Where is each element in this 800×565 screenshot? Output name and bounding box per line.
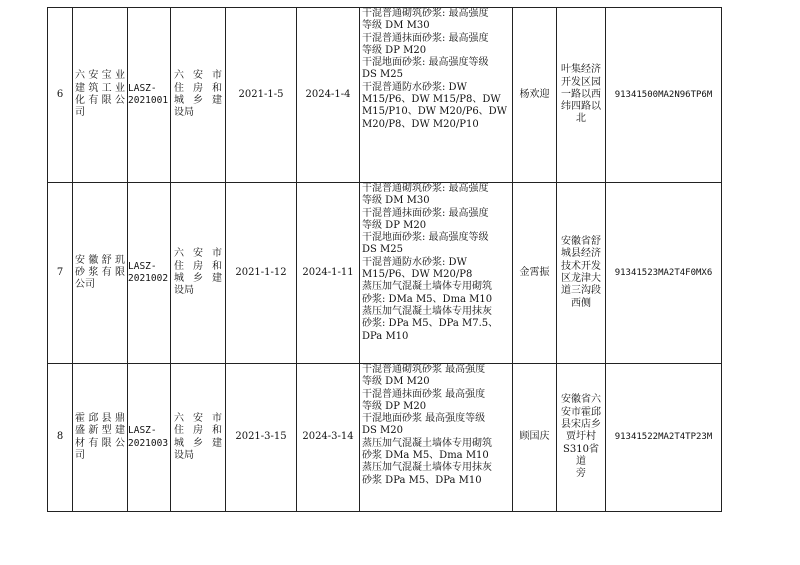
legal-person: 金霄振 [513, 183, 557, 364]
company-name-line: 盛新型建 [75, 425, 125, 437]
product-line: 等级 DP M20 [362, 44, 427, 56]
product-list [360, 183, 513, 364]
product-line: 蒸压加气混凝土墙体专用砌筑 [362, 281, 492, 293]
issue-date: 2021-1-12 [226, 183, 297, 364]
authority-line: 城 乡 建 [174, 437, 222, 449]
company-name-line: 材有限公 [75, 437, 125, 449]
address-line: 安徽省六 [561, 394, 601, 406]
address-line: 贾圩村 [566, 431, 596, 443]
product-line: DS M20 [362, 425, 404, 437]
enterprise-table-body [48, 8, 722, 512]
certificate-code-line: 2021001 [128, 95, 169, 106]
enterprise-table [47, 7, 722, 512]
address-line: 安徽省舒 [561, 236, 601, 248]
product-line: 干混地面砂浆: 最高强度等级 [362, 57, 489, 69]
authority-line: 住 房 和 [174, 260, 222, 272]
address-line: 安市霍邱 [561, 406, 601, 418]
product-line: 等级 DM M30 [362, 20, 430, 32]
product-list-box [360, 8, 512, 182]
product-line: DS M25 [362, 244, 404, 256]
company-name [73, 364, 128, 512]
certificate-code-line: LASZ- [128, 260, 157, 272]
address-line: 纬四路以 [561, 101, 601, 113]
company-name-line: 司 [75, 107, 85, 119]
legal-person: 顾国庆 [513, 364, 557, 512]
row-index: 6 [48, 8, 73, 183]
authority-line: 住 房 和 [174, 82, 222, 94]
certificate-code-line: 2021002 [128, 273, 169, 284]
product-line: 等级 DM M30 [362, 195, 430, 207]
product-line: 干混地面砂浆: 最高强度等级 [362, 232, 489, 244]
address-line: 旁 [576, 468, 586, 480]
authority-line: 设局 [174, 107, 194, 119]
company-name-line: 砂浆有限 [75, 266, 125, 278]
authority-line: 六 安 市 [174, 70, 222, 82]
company-name-line: 安徽舒玑 [75, 254, 125, 266]
company-name-line: 司 [75, 449, 85, 461]
product-line: DS M25 [362, 69, 404, 81]
expiry-date: 2024-1-4 [297, 8, 360, 183]
authority-line: 六 安 市 [174, 248, 222, 260]
address-line: 道三沟段 [561, 285, 601, 297]
product-line: 砂浆 DMa M5、Dma M10 [362, 450, 489, 462]
address-line: 北 [576, 113, 586, 125]
product-line: 等级 DP M20 [362, 219, 427, 231]
table-row [48, 364, 722, 512]
row-index: 8 [48, 364, 73, 512]
product-line: 干混普通防水砂浆: DW [362, 81, 467, 93]
company-name-line: 化有限公 [75, 95, 125, 106]
issue-date: 2021-3-15 [226, 364, 297, 512]
product-line: 干混普通防水砂浆: DW [362, 256, 467, 268]
address-line: 一路以西 [561, 88, 601, 100]
product-line: 砂浆: DMa M5、Dma M10 [362, 293, 493, 305]
certificate-code [128, 183, 171, 364]
authority-line: 城 乡 建 [174, 273, 222, 284]
legal-person: 杨欢迎 [513, 8, 557, 183]
address-line: 城县经济 [561, 248, 601, 260]
product-list [360, 364, 513, 512]
certificate-code [128, 8, 171, 183]
expiry-date: 2024-3-14 [297, 364, 360, 512]
product-line: 干混地面砂浆 最高强度等级 [362, 413, 486, 425]
table-row [48, 183, 722, 364]
authority-line: 城 乡 建 [174, 95, 222, 106]
product-line: DPa M10 [362, 330, 409, 342]
product-line: M15/P6、DW M15/P8、DW [362, 94, 501, 106]
product-line: M15/P10、DW M20/P6、DW [362, 106, 507, 118]
product-line: 蒸压加气混凝土墙体专用抹灰 [362, 462, 492, 474]
credit-code: 91341522MA2T4TP23M [606, 364, 722, 512]
product-line: 等级 DM M20 [362, 376, 430, 388]
company-name-line: 六安宝业 [75, 70, 125, 82]
product-line: 干混普通砌筑砂浆 最高强度 [362, 364, 486, 375]
product-list-box [360, 364, 512, 511]
row-index: 7 [48, 183, 73, 364]
address-line: S310省道 [563, 443, 599, 467]
address-line: 区龙津大 [561, 273, 601, 284]
certificate-code-line: 2021003 [128, 437, 169, 449]
address-line: 县宋店乡 [561, 419, 601, 431]
product-line: 干混普通砌筑砂浆: 最高强度 [362, 183, 489, 194]
address-line: 西侧 [571, 297, 591, 309]
issue-date: 2021-1-5 [226, 8, 297, 183]
authority-line: 住 房 和 [174, 425, 222, 437]
product-line: 干混普通抹面砂浆 最高强度 [362, 388, 486, 400]
address [557, 8, 606, 183]
address [557, 364, 606, 512]
certificate-code [128, 364, 171, 512]
certificate-code-line: LASZ- [128, 425, 157, 437]
address-line: 技术开发 [561, 260, 601, 272]
product-line: 蒸压加气混凝土墙体专用砌筑 [362, 437, 492, 449]
credit-code: 91341523MA2T4F0MX6 [606, 183, 722, 364]
product-line: 砂浆 DPa M5、DPa M10 [362, 474, 482, 486]
issuing-authority [171, 8, 226, 183]
address-line: 开发区园 [561, 76, 601, 88]
expiry-date: 2024-1-11 [297, 183, 360, 364]
company-name-line: 建筑工业 [75, 82, 125, 94]
company-name [73, 183, 128, 364]
product-line: 砂浆: DPa M5、DPa M7.5、 [362, 318, 499, 330]
product-line: 蒸压加气混凝土墙体专用抹灰 [362, 305, 492, 317]
product-line: 干混普通砌筑砂浆: 最高强度 [362, 8, 489, 19]
product-list-box [360, 183, 512, 363]
company-name-line: 霍邱县鼎 [75, 412, 125, 424]
product-list [360, 8, 513, 183]
product-line: 干混普通抹面砂浆: 最高强度 [362, 32, 489, 44]
address-line: 叶集经济 [561, 64, 601, 76]
address [557, 183, 606, 364]
authority-line: 六 安 市 [174, 412, 222, 424]
product-line: 干混普通抹面砂浆: 最高强度 [362, 207, 489, 219]
authority-line: 设局 [174, 449, 194, 461]
product-line: 等级 DP M20 [362, 400, 427, 412]
authority-line: 设局 [174, 285, 194, 297]
company-name-line: 公司 [75, 279, 95, 291]
table-row [48, 8, 722, 183]
product-line: M15/P6、DW M20/P8 [362, 269, 473, 281]
issuing-authority [171, 183, 226, 364]
company-name [73, 8, 128, 183]
issuing-authority [171, 364, 226, 512]
credit-code: 91341500MA2N96TP6M [606, 8, 722, 183]
certificate-code-line: LASZ- [128, 82, 157, 94]
product-line: M20/P8、DW M20/P10 [362, 118, 479, 130]
